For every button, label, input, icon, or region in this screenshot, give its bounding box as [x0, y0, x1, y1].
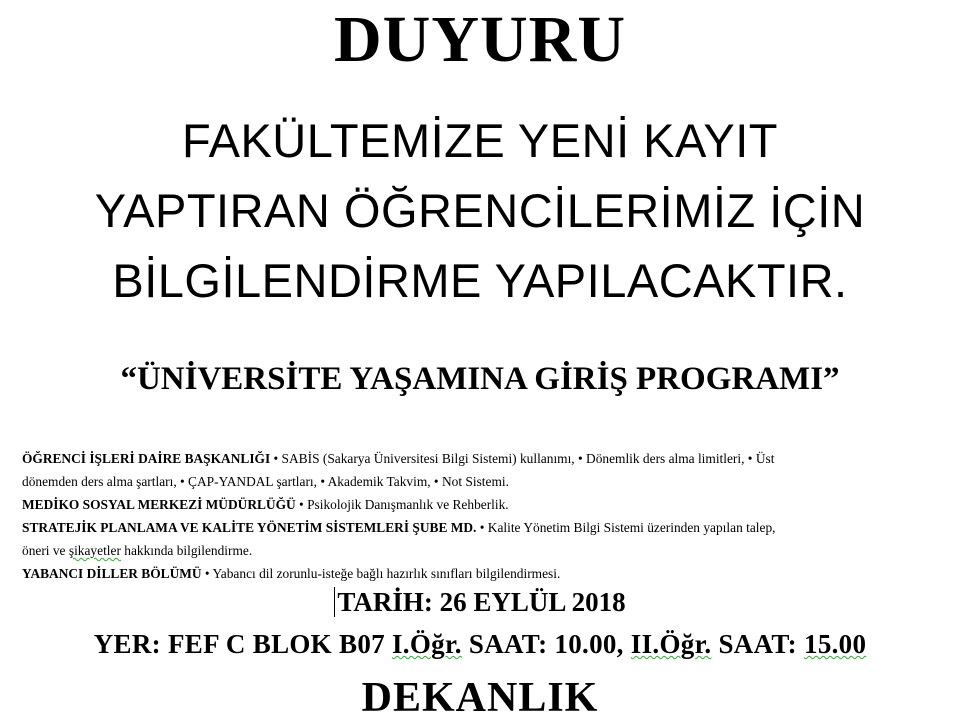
headline-line-2: YAPTIRAN ÖĞRENCİLERİMİZ İÇİN	[94, 184, 866, 237]
text-cursor	[334, 587, 335, 617]
first-education-label: I.Öğr.	[392, 629, 462, 659]
announcement-headline	[0, 106, 960, 316]
foreign-languages-heading: YABANCI DİLLER BÖLÜMÜ	[22, 566, 202, 581]
strategy-text-2-post: hakkında bilgilendirme.	[120, 543, 253, 558]
event-place-time	[0, 623, 960, 665]
foreign-languages-text: • Yabancı dil zorunlu-isteğe bağlı hazırlık sınıfları bilgilendirmesi.	[201, 566, 561, 581]
program-details	[22, 447, 947, 585]
second-education-label: II.Öğr.	[630, 629, 712, 659]
strategy-heading: STRATEJİK PLANLAMA VE KALİTE YÖNETİM SİSTEMLERİ ŞUBE MD.	[22, 520, 477, 535]
detail-student-affairs-line-1	[22, 447, 947, 470]
detail-medical-center	[22, 493, 947, 516]
student-affairs-heading: ÖĞRENCİ İŞLERİ DAİRE BAŞKANLIĞI	[22, 451, 271, 466]
strategy-text-2-word: şikayetler	[68, 543, 121, 558]
student-affairs-text-1: • SABİS (Sakarya Üniversitesi Bilgi Sistemi) kullanımı, • Dönemlik ders alma limitleri, • Üst	[270, 451, 775, 466]
medical-center-heading: MEDİKO SOSYAL MERKEZİ MÜDÜRLÜĞÜ	[22, 497, 296, 512]
signature: DEKANLIK	[361, 675, 599, 721]
place-text-1: YER: FEF C BLOK B07	[93, 629, 392, 659]
headline-line-1: FAKÜLTEMİZE YENİ KAYIT	[181, 114, 779, 167]
date-value: : 26 EYLÜL 2018	[423, 587, 626, 617]
place-text-3: SAAT:	[711, 629, 805, 659]
medical-center-text: • Psikolojik Danışmanlık ve Rehberlik.	[295, 497, 509, 512]
announcement-title: DUYURU	[334, 3, 626, 76]
second-time: 15.00	[804, 629, 867, 659]
date-label: TARİH	[337, 587, 424, 617]
detail-strategy-line-2	[22, 539, 947, 562]
detail-student-affairs-line-2	[22, 470, 947, 493]
program-name: “ÜNİVERSİTE YAŞAMINA GİRİŞ PROGRAMI”	[120, 361, 840, 397]
strategy-text-1: • Kalite Yönetim Bilgi Sistemi üzerinden yapılan talep,	[476, 520, 776, 535]
place-text-2: SAAT: 10.00,	[461, 629, 631, 659]
strategy-text-2-pre: öneri ve	[22, 543, 69, 558]
event-date	[0, 582, 960, 622]
student-affairs-text-2: dönemden ders alma şartları, • ÇAP-YANDAL şartları, • Akademik Takvim, • Not Sistemi.	[22, 474, 509, 489]
detail-strategy-line-1	[22, 516, 947, 539]
headline-line-3: BİLGİLENDİRME YAPILACAKTIR.	[112, 254, 848, 307]
